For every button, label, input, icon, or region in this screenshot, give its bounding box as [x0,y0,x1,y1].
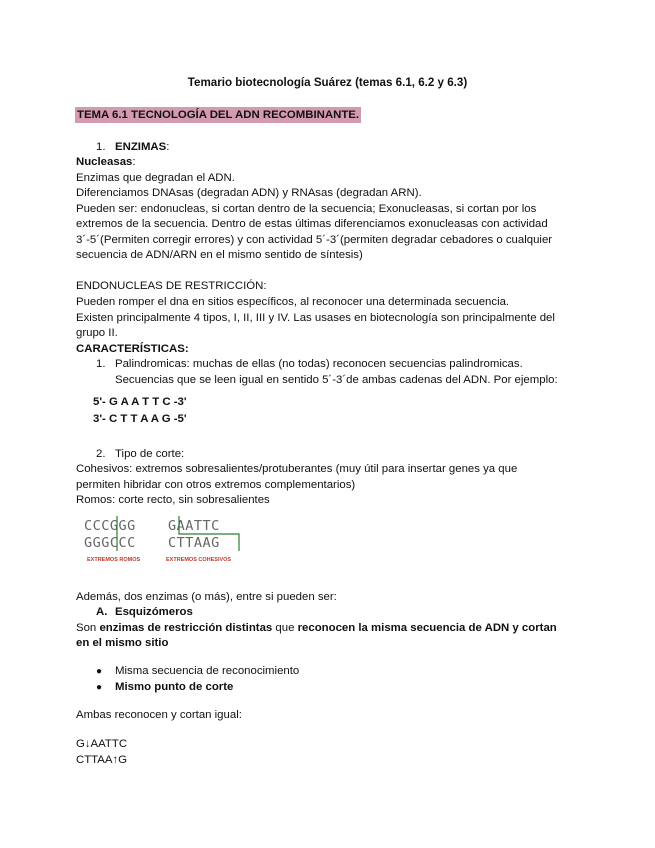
cohesivos-label: EXTREMOS COHESIVOS [166,557,232,563]
char-1-line-2: Secuencias que se leen igual en sentido 5´-3´de ambas cadenas del ADN. Por ejemplo: [115,374,558,386]
endo-line-3: grupo II. [76,327,118,339]
section-heading: TEMA 6.1 TECNOLOGÍA DEL ADN RECOMBINANTE. [77,109,360,121]
bullet-item-2: Mismo punto de corte [115,681,234,693]
char-1-line-1: Palindromicas: muchas de ellas (no todas) reconocen secuencias palindromicas. [115,358,523,370]
esquizomeros-line-1 [76,621,557,636]
caracteristicas-heading: CARACTERÍSTICAS: [76,343,189,355]
cohesivos-bottom-seq: CTTAAG [168,535,220,551]
romos-label: EXTREMOS ROMOS [87,557,141,563]
char-2-label: Tipo de corte: [115,448,185,460]
endo-heading: ENDONUCLEAS DE RESTRICCIÓN: [76,280,267,292]
char-1-number: 1. [96,358,106,370]
item-1-heading [115,140,169,155]
palindrome-seq-top: 5'- G A A T T C -3' [93,396,187,408]
nucleasas-line-2: Diferenciamos DNAsas (degradan ADN) y RNAsas (degradan ARN). [76,187,422,199]
nucleasas-suffix: : [132,156,136,168]
endo-line-2: Existen principalmente 4 tipos, I, II, III y IV. Las usases en biotecnología son principalmente del [76,312,555,324]
nucleasas-heading [76,155,136,170]
bullet-dot-1: ● [96,666,103,677]
romos-top-seq: CCCGGG [84,518,136,534]
cut-seq-top: G↓AATTC [76,738,128,750]
son-b1: enzimas de restricción distintas [99,622,273,634]
endo-line-1: Pueden romper el dna en sitios específicos, al reconocer una determinada secuencia. [76,296,510,308]
nucleasas-line-6: secuencia de ADN/ARN en el mismo sentido de síntesis) [76,249,363,261]
ademas-line: Además, dos enzimas (o más), entre si pueden ser: [76,591,337,603]
cut-seq-bottom: CTTAA↑G [76,754,128,766]
item-1-suffix: : [166,141,170,153]
esquizomeros-line-2: en el mismo sitio [76,637,169,649]
cohesivos-line-2: permiten hibridar con otros extremos complementarios) [76,479,356,491]
item-a-letter: A. [96,606,108,618]
son-b2: reconocen la misma secuencia de ADN y cortan [297,622,557,634]
nucleasas-line-4: extremos de la secuencia. Dentro de estas últimas diferenciamos exonucleasas con actividad [76,218,548,230]
restriction-ends-figure [82,510,250,568]
document-title: Temario biotecnología Suárez (temas 6.1, 6.2 y 6.3) [187,76,468,89]
son-p2: que [272,622,298,634]
bullet-item-1: Misma secuencia de reconocimiento [115,665,300,677]
item-1-number: 1. [96,141,106,153]
son-p1: Son [76,622,100,634]
char-2-number: 2. [96,448,106,460]
item-1-label: ENZIMAS [115,141,167,153]
nucleasas-line-5: 3´-5´(Permiten corregir errores) y con actividad 5´-3´(permiten degradar cebadores o cualquier [76,234,553,246]
nucleasas-label: Nucleasas [76,156,133,168]
cohesivos-top-seq: GAATTC [168,518,220,534]
item-a-label: Esquizómeros [115,606,193,618]
palindrome-seq-bottom: 3'- C T T A A G -5' [93,413,187,425]
nucleasas-line-3: Pueden ser: endonucleas, si cortan dentro de la secuencia; Exonucleasas, si cortan por los [76,203,537,215]
romos-bottom-seq: GGGCCC [84,535,136,551]
ambas-line: Ambas reconocen y cortan igual: [76,709,242,721]
bullet-dot-2: ● [96,682,103,693]
nucleasas-line-1: Enzimas que degradan el ADN. [76,172,235,184]
romos-line: Romos: corte recto, sin sobresalientes [76,494,270,506]
cohesivos-line-1: Cohesivos: extremos sobresalientes/protuberantes (muy útil para insertar genes ya que [76,463,518,475]
